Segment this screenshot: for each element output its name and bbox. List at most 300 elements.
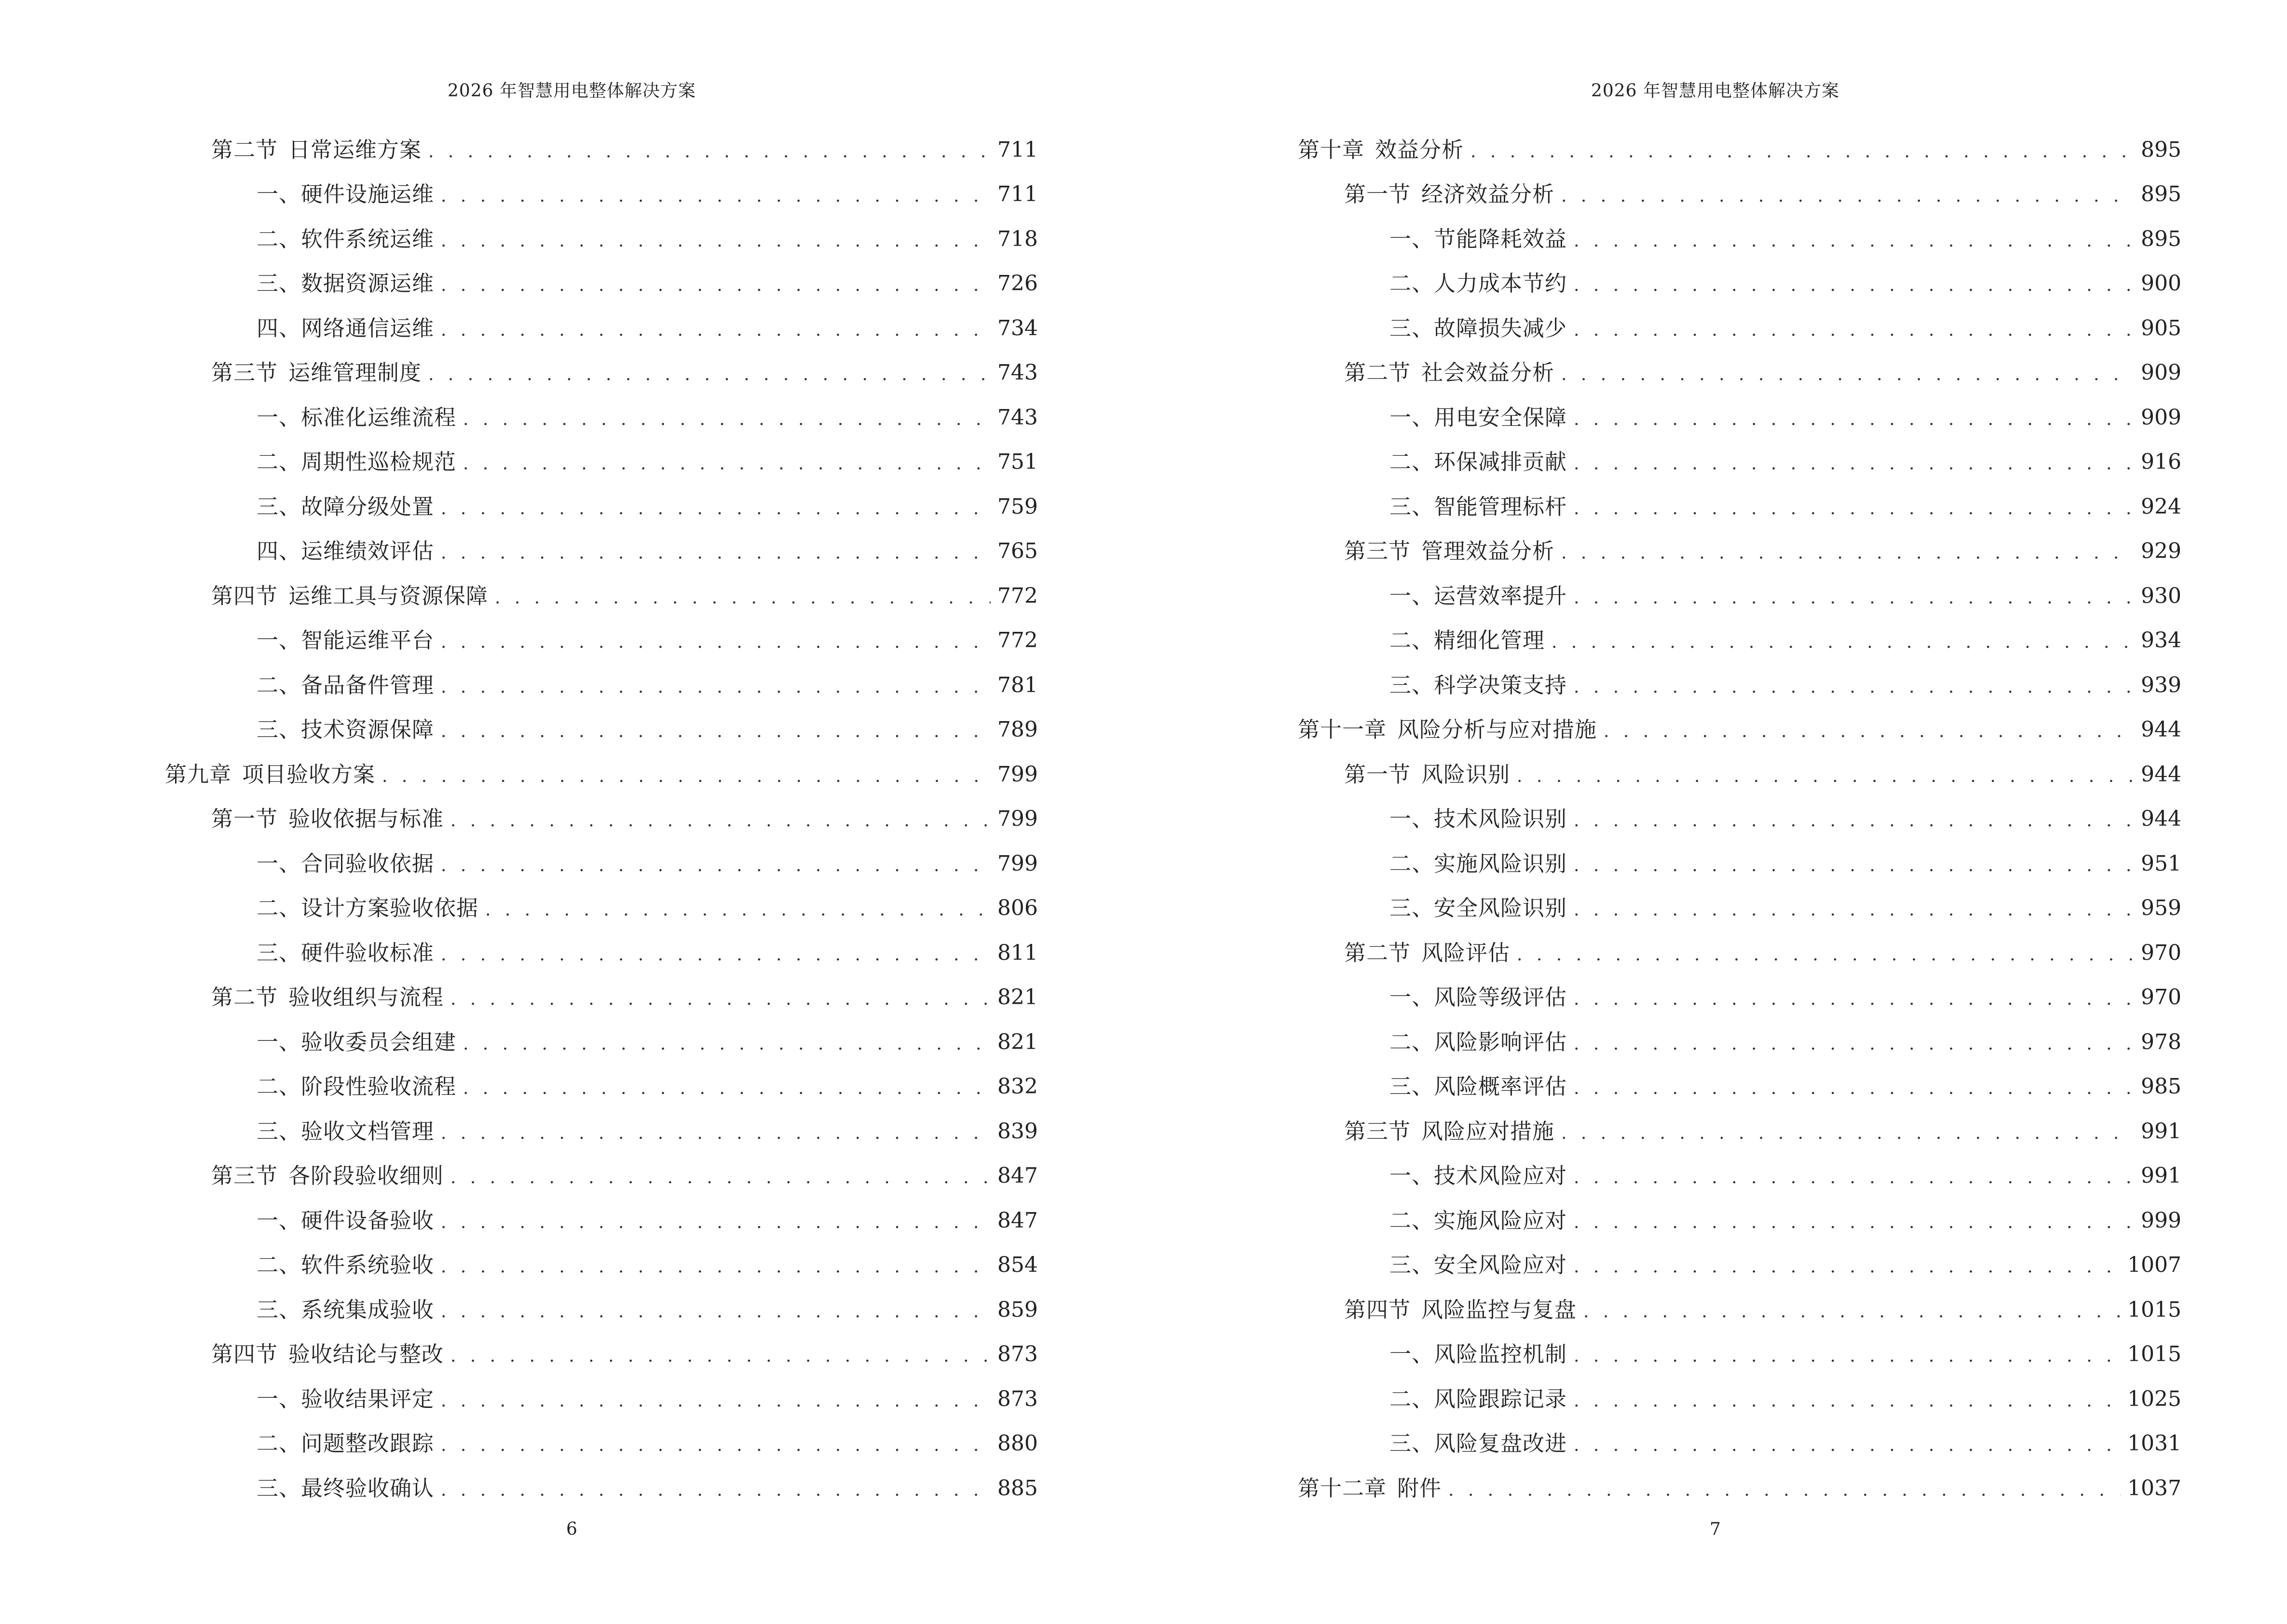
toc-entry-page: 718 — [997, 226, 1038, 251]
toc-entry-title: 四、网络通信运维 — [257, 315, 435, 341]
toc-entry-label — [1389, 317, 1567, 339]
dot-leader — [495, 589, 991, 607]
toc-entry-page: 772 — [997, 583, 1038, 608]
dot-leader — [441, 1125, 991, 1142]
dot-leader — [1574, 1348, 2121, 1365]
toc-entry-page: 1015 — [2127, 1342, 2181, 1366]
running-header: 2026 年智慧用电整体解决方案 — [447, 81, 696, 101]
toc-entry[interactable] — [1298, 785, 2181, 830]
dot-leader — [441, 277, 991, 294]
toc-entry[interactable] — [1298, 1365, 2181, 1410]
toc-entry[interactable] — [1298, 428, 2181, 473]
dot-leader — [1574, 1169, 2134, 1187]
toc-entry-page: 900 — [2141, 271, 2181, 296]
toc-entry-page: 711 — [997, 182, 1038, 206]
toc-entry-label — [257, 719, 434, 740]
toc-entry-label — [257, 1477, 434, 1499]
toc-entry-title: 验收依据与标准 — [288, 806, 444, 832]
toc-entry-title: 验收组织与流程 — [288, 984, 444, 1010]
dot-leader — [450, 991, 991, 1008]
toc-entry-title: 三、风险概率评估 — [1389, 1074, 1567, 1099]
toc-entry[interactable] — [165, 518, 1038, 562]
toc-entry-title: 三、故障损失减少 — [1389, 315, 1567, 341]
toc-entry-title: 一、风险监控机制 — [1389, 1341, 1567, 1367]
toc-entry-label — [1389, 986, 1567, 1008]
toc-entry-title: 二、软件系统运维 — [257, 226, 435, 252]
dot-leader — [441, 322, 991, 339]
toc-entry-label — [1389, 808, 1567, 830]
toc-entry-label — [1389, 1207, 1567, 1233]
toc-entry-page: 789 — [997, 717, 1038, 742]
page-number: 7 — [1710, 1519, 1721, 1539]
dot-leader — [1561, 545, 2134, 562]
dot-leader — [1574, 1258, 2121, 1276]
toc-entry[interactable] — [165, 1053, 1038, 1098]
toc-entry-title: 一、用电安全保障 — [1389, 404, 1567, 430]
toc-entry-label — [1389, 228, 1567, 250]
dot-leader — [463, 411, 991, 428]
toc-entry-page: 895 — [2141, 137, 2181, 162]
toc-entry[interactable] — [1298, 161, 2181, 205]
toc-entry-page: 991 — [2141, 1119, 2181, 1144]
dot-leader — [1604, 723, 2134, 740]
toc-entry[interactable] — [1298, 473, 2181, 518]
toc-entry[interactable] — [1298, 562, 2181, 607]
toc-entry[interactable] — [1298, 740, 2181, 785]
toc-entry-label — [257, 228, 434, 250]
toc-entry[interactable] — [165, 1321, 1038, 1365]
toc-entry-page: 944 — [2141, 806, 2181, 831]
toc-entry-label — [257, 942, 434, 964]
toc-entry-label — [257, 540, 434, 562]
toc-entry-title: 一、硬件设施运维 — [257, 181, 435, 207]
toc-entry[interactable] — [1298, 1008, 2181, 1053]
toc-entry-label — [1389, 629, 1545, 651]
toc-entry-label — [1389, 1433, 1567, 1454]
toc-entry-number: 第二节 — [1344, 360, 1411, 385]
dot-leader — [382, 768, 991, 785]
toc-entry-title: 一、标准化运维流程 — [257, 404, 457, 430]
toc-entry[interactable] — [165, 428, 1038, 473]
toc-entry-title: 风险监控与复盘 — [1421, 1296, 1577, 1323]
dot-leader — [450, 1348, 991, 1365]
toc-entry[interactable] — [1298, 1276, 2181, 1321]
toc-entry-title: 附件 — [1397, 1475, 1442, 1501]
toc-entry-label — [1389, 1165, 1567, 1187]
toc-entry-label — [1389, 585, 1567, 607]
toc-entry[interactable] — [165, 964, 1038, 1009]
toc-entry-page: 895 — [2141, 226, 2181, 251]
toc-entry-label — [257, 1207, 435, 1233]
toc-list — [1298, 116, 2181, 1499]
toc-entry[interactable] — [1298, 1454, 2181, 1499]
dot-leader — [463, 455, 991, 473]
toc-entry-title: 三、故障分级处置 — [257, 493, 435, 519]
toc-entry-label — [257, 674, 434, 696]
toc-entry-title: 三、风险复盘改进 — [1389, 1431, 1567, 1456]
running-header: 2026 年智慧用电整体解决方案 — [1591, 81, 1840, 101]
toc-entry-title: 运维管理制度 — [288, 360, 422, 385]
toc-entry[interactable] — [165, 874, 1038, 919]
toc-entry-label — [211, 986, 444, 1008]
toc-page-right — [1144, 0, 2287, 1624]
dot-leader — [1517, 768, 2134, 785]
toc-entry-number: 第十章 — [1298, 136, 1365, 163]
toc-entry-label — [257, 1388, 434, 1410]
toc-entry-page: 847 — [997, 1208, 1038, 1233]
toc-entry[interactable] — [165, 1142, 1038, 1187]
toc-entry-page: 978 — [2141, 1029, 2181, 1054]
toc-entry-title: 二、软件系统验收 — [257, 1252, 435, 1278]
toc-entry[interactable] — [1298, 339, 2181, 384]
toc-entry[interactable] — [165, 161, 1038, 205]
toc-entry-page: 726 — [997, 271, 1038, 296]
toc-entry-page: 1007 — [2127, 1253, 2181, 1277]
toc-entry[interactable] — [1298, 964, 2181, 1009]
toc-entry[interactable] — [165, 562, 1038, 607]
toc-entry-title: 项目验收方案 — [242, 761, 376, 787]
toc-entry-title: 二、周期性巡检规范 — [257, 449, 457, 475]
toc-entry-page: 821 — [997, 1029, 1038, 1054]
toc-entry[interactable] — [165, 607, 1038, 652]
toc-entry-label — [257, 1254, 434, 1276]
toc-entry-number: 第一节 — [211, 806, 278, 832]
toc-entry[interactable] — [1298, 205, 2181, 250]
dot-leader — [1470, 143, 2134, 161]
toc-entry-label — [1389, 674, 1567, 696]
dot-leader — [1574, 411, 2134, 428]
toc-entry-title: 三、科学决策支持 — [1389, 672, 1567, 698]
toc-entry[interactable] — [1298, 919, 2181, 964]
toc-entry-label — [165, 761, 376, 787]
toc-entry[interactable] — [1298, 1231, 2181, 1276]
toc-entry[interactable] — [1298, 1410, 2181, 1455]
toc-entry-title: 风险应对措施 — [1421, 1118, 1555, 1144]
toc-entry-label — [1344, 540, 1554, 562]
dot-leader — [441, 1482, 991, 1499]
toc-entry-title: 二、精细化管理 — [1389, 628, 1545, 653]
toc-entry-page: 905 — [2141, 315, 2181, 341]
toc-entry[interactable] — [165, 1097, 1038, 1142]
toc-entry-page: 873 — [997, 1342, 1038, 1366]
toc-entry[interactable] — [165, 1454, 1038, 1499]
toc-entry-title: 二、备品备件管理 — [257, 672, 435, 698]
toc-entry-number: 第四节 — [1344, 1296, 1411, 1323]
dot-leader — [450, 812, 991, 830]
dot-leader — [1574, 455, 2134, 473]
toc-entry-page: 880 — [997, 1431, 1038, 1456]
dot-leader — [441, 1437, 991, 1454]
dot-leader — [441, 545, 991, 562]
toc-entry[interactable] — [165, 830, 1038, 874]
toc-entry[interactable] — [165, 785, 1038, 830]
toc-entry[interactable] — [1298, 1097, 2181, 1142]
toc-entry-page: 839 — [997, 1119, 1038, 1144]
toc-entry-label — [1389, 1254, 1567, 1276]
toc-entry[interactable] — [1298, 1187, 2181, 1231]
toc-entry-label — [211, 1343, 444, 1365]
toc-entry[interactable] — [1298, 1142, 2181, 1187]
dot-leader — [1583, 1303, 2121, 1321]
dot-leader — [441, 500, 991, 518]
toc-entry-label — [1298, 1477, 1442, 1499]
toc-entry-title: 一、节能降耗效益 — [1389, 226, 1567, 252]
toc-entry-label — [257, 629, 434, 651]
toc-entry-page: 909 — [2141, 360, 2181, 385]
toc-entry-title: 一、硬件设备验收 — [257, 1207, 435, 1233]
toc-entry-page: 806 — [997, 896, 1038, 920]
toc-entry-page: 999 — [2141, 1208, 2181, 1233]
toc-entry-page: 781 — [997, 672, 1038, 697]
toc-entry-label — [1389, 1031, 1567, 1053]
toc-entry-title: 一、验收委员会组建 — [257, 1029, 457, 1055]
toc-entry[interactable] — [165, 740, 1038, 785]
toc-entry-label — [1344, 183, 1554, 205]
toc-entry[interactable] — [1298, 250, 2181, 295]
toc-entry-label — [1344, 1296, 1577, 1323]
toc-entry-label — [1389, 273, 1567, 294]
toc-entry-page: 959 — [2141, 896, 2181, 920]
dot-leader — [1574, 1036, 2134, 1053]
toc-entry-title: 三、验收文档管理 — [257, 1118, 435, 1144]
toc-entry-label — [1389, 1076, 1567, 1097]
dot-leader — [1561, 366, 2134, 383]
dot-leader — [485, 901, 991, 919]
toc-entry-title: 三、数据资源运维 — [257, 271, 435, 296]
toc-entry-page: 930 — [2141, 583, 2181, 608]
dot-leader — [1574, 500, 2134, 518]
toc-entry[interactable] — [165, 116, 1038, 161]
toc-entry-label — [211, 362, 422, 383]
toc-entry-title: 日常运维方案 — [288, 136, 422, 163]
toc-entry-title: 三、系统集成验收 — [257, 1296, 435, 1323]
toc-entry-number: 第一节 — [1344, 181, 1411, 207]
toc-entry-number: 第四节 — [211, 583, 278, 609]
toc-entry-page: 895 — [2141, 182, 2181, 206]
toc-entry-label — [1344, 1120, 1554, 1142]
dot-leader — [1517, 946, 2134, 964]
toc-entry-page: 951 — [2141, 851, 2181, 876]
toc-entry[interactable] — [165, 339, 1038, 384]
toc-entry[interactable] — [165, 696, 1038, 741]
toc-list — [165, 116, 1038, 1499]
toc-entry-label — [257, 404, 457, 430]
toc-entry[interactable] — [1298, 1321, 2181, 1365]
toc-entry-title: 三、硬件验收标准 — [257, 940, 435, 966]
toc-entry[interactable] — [165, 1276, 1038, 1321]
toc-entry-title: 三、安全风险识别 — [1389, 895, 1567, 921]
toc-entry[interactable] — [1298, 696, 2181, 741]
toc-entry[interactable] — [165, 1008, 1038, 1053]
toc-entry-title: 二、环保减排贡献 — [1389, 449, 1567, 475]
toc-entry[interactable] — [165, 473, 1038, 518]
toc-entry-title: 一、智能运维平台 — [257, 628, 435, 653]
dot-leader — [463, 1080, 991, 1097]
toc-entry[interactable] — [165, 1410, 1038, 1455]
toc-entry-label — [1389, 1343, 1567, 1365]
dot-leader — [1574, 589, 2134, 607]
dot-leader — [441, 188, 991, 205]
toc-entry-page: 929 — [2141, 539, 2181, 563]
toc-entry-page: 799 — [997, 806, 1038, 831]
toc-entry[interactable] — [1298, 874, 2181, 919]
toc-entry-title: 三、最终验收确认 — [257, 1475, 435, 1501]
toc-entry-number: 第一节 — [1344, 761, 1411, 787]
toc-entry-title: 风险评估 — [1421, 940, 1511, 966]
dot-leader — [441, 1303, 991, 1321]
dot-leader — [1574, 1392, 2121, 1410]
toc-entry[interactable] — [1298, 651, 2181, 696]
toc-entry-page: 939 — [2141, 672, 2181, 697]
toc-entry[interactable] — [165, 294, 1038, 339]
toc-entry-label — [257, 1031, 456, 1053]
dot-leader — [1574, 1437, 2121, 1454]
dot-leader — [441, 1258, 991, 1276]
toc-entry-title: 三、技术资源保障 — [257, 717, 435, 742]
toc-entry-title: 二、设计方案验收依据 — [257, 895, 479, 921]
toc-entry-page: 873 — [997, 1386, 1038, 1411]
dot-leader — [463, 1036, 991, 1053]
dot-leader — [1574, 679, 2134, 696]
dot-leader — [441, 857, 991, 874]
toc-entry[interactable] — [1298, 830, 2181, 874]
toc-entry-title: 效益分析 — [1375, 136, 1464, 163]
toc-entry-label — [257, 897, 478, 919]
toc-entry-page: 970 — [2141, 940, 2181, 965]
toc-entry-title: 验收结论与整改 — [288, 1341, 444, 1367]
toc-entry-page: 985 — [2141, 1074, 2181, 1099]
toc-entry-page: 772 — [997, 628, 1038, 653]
dot-leader — [441, 1392, 991, 1410]
toc-entry-label — [1389, 897, 1567, 919]
toc-entry-number: 第三节 — [1344, 538, 1411, 564]
dot-leader — [1561, 1125, 2134, 1142]
toc-entry-title: 二、问题整改跟踪 — [257, 1431, 435, 1456]
toc-entry-page: 944 — [2141, 762, 2181, 787]
dot-leader — [1574, 991, 2134, 1008]
toc-entry-label — [211, 585, 488, 607]
toc-entry-number: 第三节 — [1344, 1118, 1411, 1144]
toc-entry-number: 第十一章 — [1298, 717, 1387, 742]
toc-entry-page: 970 — [2141, 985, 2181, 1010]
toc-entry-title: 二、实施风险识别 — [1389, 850, 1567, 876]
toc-entry-label — [257, 493, 435, 519]
toc-entry-title: 风险识别 — [1421, 761, 1511, 787]
toc-entry-label — [1344, 362, 1554, 383]
toc-entry-title: 四、运维绩效评估 — [257, 538, 435, 564]
toc-entry-page: 885 — [997, 1475, 1038, 1501]
dot-leader — [441, 679, 991, 696]
toc-entry-page: 799 — [997, 851, 1038, 876]
toc-entry-page: 832 — [997, 1074, 1038, 1099]
dot-leader — [428, 366, 991, 383]
toc-entry-title: 三、智能管理标杆 — [1389, 493, 1567, 519]
toc-entry-label — [1389, 493, 1567, 519]
dot-leader — [1448, 1482, 2121, 1499]
toc-entry-page: 1037 — [2127, 1475, 2181, 1501]
dot-leader — [1574, 1214, 2134, 1231]
toc-entry-number: 第四节 — [211, 1341, 278, 1367]
toc-entry[interactable] — [1298, 294, 2181, 339]
dot-leader — [1561, 188, 2134, 205]
toc-entry-title: 一、运营效率提升 — [1389, 583, 1567, 609]
toc-entry-label — [1389, 1388, 1567, 1410]
toc-entry-page: 811 — [997, 940, 1038, 965]
toc-entry[interactable] — [165, 1365, 1038, 1410]
toc-entry[interactable] — [1298, 518, 2181, 562]
toc-entry-page: 934 — [2141, 628, 2181, 653]
toc-entry-page: 847 — [997, 1163, 1038, 1188]
toc-entry-page: 854 — [997, 1253, 1038, 1277]
toc-entry-title: 运维工具与资源保障 — [288, 583, 489, 609]
toc-entry[interactable] — [165, 1231, 1038, 1276]
toc-entry-number: 第二节 — [211, 136, 278, 163]
toc-entry-title: 管理效益分析 — [1421, 538, 1555, 564]
toc-entry-title: 二、实施风险应对 — [1389, 1207, 1567, 1233]
toc-entry-label — [257, 451, 456, 473]
toc-entry-label — [257, 1296, 435, 1323]
toc-entry-title: 各阶段验收细则 — [288, 1163, 444, 1188]
toc-entry-title: 风险分析与应对措施 — [1397, 717, 1597, 742]
toc-entry[interactable] — [1298, 607, 2181, 652]
dot-leader — [441, 232, 991, 250]
toc-entry-label — [1389, 404, 1567, 430]
toc-entry[interactable] — [165, 383, 1038, 428]
toc-entry-number: 第三节 — [211, 1163, 278, 1188]
toc-entry-number: 第二节 — [1344, 940, 1411, 966]
toc-entry-title: 二、阶段性验收流程 — [257, 1074, 457, 1099]
toc-entry-title: 二、风险跟踪记录 — [1389, 1386, 1567, 1412]
toc-entry-label — [257, 1433, 434, 1454]
toc-entry-page: 1025 — [2127, 1386, 2181, 1411]
dot-leader — [441, 1214, 991, 1231]
toc-entry-title: 一、技术风险识别 — [1389, 806, 1567, 832]
toc-entry[interactable] — [165, 250, 1038, 295]
dot-leader — [1574, 1080, 2134, 1097]
toc-entry-title: 二、人力成本节约 — [1389, 271, 1567, 296]
toc-entry-page: 751 — [997, 450, 1038, 474]
toc-entry[interactable] — [1298, 1053, 2181, 1098]
toc-entry-label — [1389, 451, 1567, 473]
toc-entry-label — [211, 1165, 444, 1187]
dot-leader — [450, 1169, 991, 1187]
toc-entry-label — [211, 808, 444, 830]
toc-entry-page: 1031 — [2127, 1431, 2181, 1456]
toc-entry-number: 第三节 — [211, 360, 278, 385]
dot-leader — [1574, 857, 2134, 874]
toc-entry-title: 二、风险影响评估 — [1389, 1029, 1567, 1055]
toc-entry-title: 三、安全风险应对 — [1389, 1252, 1567, 1278]
toc-entry-label — [257, 273, 434, 294]
toc-entry[interactable] — [1298, 116, 2181, 161]
toc-entry-number: 第九章 — [165, 761, 232, 787]
toc-entry-label — [257, 317, 434, 339]
toc-entry[interactable] — [1298, 383, 2181, 428]
toc-entry-page: 759 — [997, 494, 1038, 519]
toc-entry-page: 734 — [997, 315, 1038, 341]
toc-entry-page: 743 — [997, 360, 1038, 385]
toc-entry-page: 924 — [2141, 494, 2181, 519]
toc-entry[interactable] — [165, 919, 1038, 964]
dot-leader — [428, 143, 991, 161]
toc-entry[interactable] — [165, 1187, 1038, 1231]
toc-entry-page: 859 — [997, 1297, 1038, 1322]
toc-entry[interactable] — [165, 205, 1038, 250]
toc-entry[interactable] — [165, 651, 1038, 696]
toc-entry-label — [257, 1120, 434, 1142]
toc-entry-page: 991 — [2141, 1163, 2181, 1188]
toc-entry-page: 944 — [2141, 717, 2181, 742]
